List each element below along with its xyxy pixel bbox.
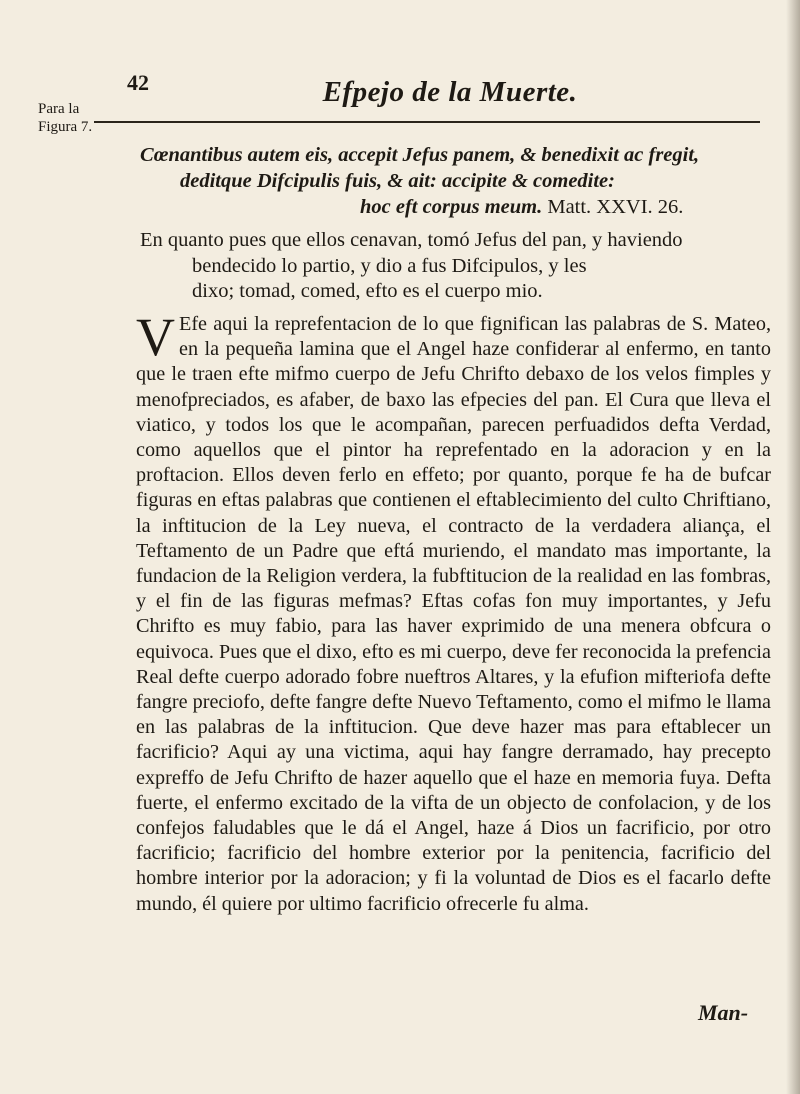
margin-note <box>38 100 92 136</box>
drop-cap: V <box>136 307 175 367</box>
translation-line: bendecido lo partio, y dio a fus Difcipulos, y les <box>192 254 587 277</box>
latin-quote <box>140 142 780 220</box>
running-head: Efpejo de la Muerte. <box>322 76 578 108</box>
margin-note-line: Para la <box>38 101 80 117</box>
latin-line: Cœnantibus autem eis, accepit Jefus panem, & benedixit ac fregit, <box>140 144 700 166</box>
spanish-translation <box>140 228 780 305</box>
header-rule <box>94 121 760 123</box>
translation-line: En quanto pues que ellos cenavan, tomó Jefus del pan, y haviendo <box>140 229 683 251</box>
margin-note-line: Figura 7. <box>38 119 93 135</box>
latin-line: deditque Difcipulis fuis, & ait: accipite & comedite: <box>180 170 615 192</box>
body-text: Efe aqui la reprefentacion de lo que fignifican las palabras de S. Mateo, en la pequeña lamina que el Angel haze confiderar al enfermo, en tanto que le traen efte mifmo cuerpo de Jefu Chrifto debaxo de los velos fimples y menofpreciados, es afaber, de baxo las efpecies del pan. El Cura que lleva el viatico, y todos los que le acompañan, parecen perfuadidos defta Verdad, como aquellos que el pintor ha reprefentado en la adoracion y en la proftacion. Ellos deven ferlo en effeto; por quanto, porque fe ha de bufcar figuras en eftas palabras que contienen el eftablecimiento del culto Chriftiano, la inftitucion de la Ley nueva, el contracto de la verdadera aliança, el Teftamento de un Padre que eftá muriendo, el mandato mas importante, la fundacion de la Religion verdera, la fubftitucion de la realidad en las fombras, y el fin de las figuras mefmas? Eftas cofas fon muy importantes, y Jefu Chrifto es muy fabio, para las haver exprimido de una menera obfcura o equivoca. Pues que el dixo, efto es mi cuerpo, deve fer reconocida la prefencia Real defte cuerpo adorado fobre nueftros Altares, y la efufion mifteriofa defte fangre preciofo, defte fangre defte Nuevo Teftamento, como el mifmo le llama en las palabras de la inftitucion. Que deve hazer mas para eftablecer un facrificio? Aqui ay una victima, aqui hay fangre derramado, hay precepto expreffo de Jefu Chrifto de hazer aquello que el haze en memoria fuya. Defta fuerte, el enfermo excitado de la vifta de un objecto de confolacion, y de los confejos faludables que le dá el Angel, haze á Dios un facrificio, por otro facrificio; facrificio del hombre exterior por la penitencia, facrificio del hombre interior por la adoracion; y fi la voluntad de Dios es el facarlo defte mundo, él quiere por ultimo facrificio ofrecerle fu alma. <box>136 313 771 915</box>
body-paragraph <box>136 307 771 917</box>
catchword: Man- <box>698 1000 749 1025</box>
translation-line: dixo; tomad, comed, efto es el cuerpo mio. <box>192 280 543 302</box>
latin-line <box>140 194 780 220</box>
page-number: 42 <box>127 70 149 95</box>
latin-text: hoc eft corpus meum. <box>360 196 543 218</box>
scripture-reference: Matt. XXVI. 26. <box>547 196 684 218</box>
page-edge-shadow <box>786 0 800 1094</box>
